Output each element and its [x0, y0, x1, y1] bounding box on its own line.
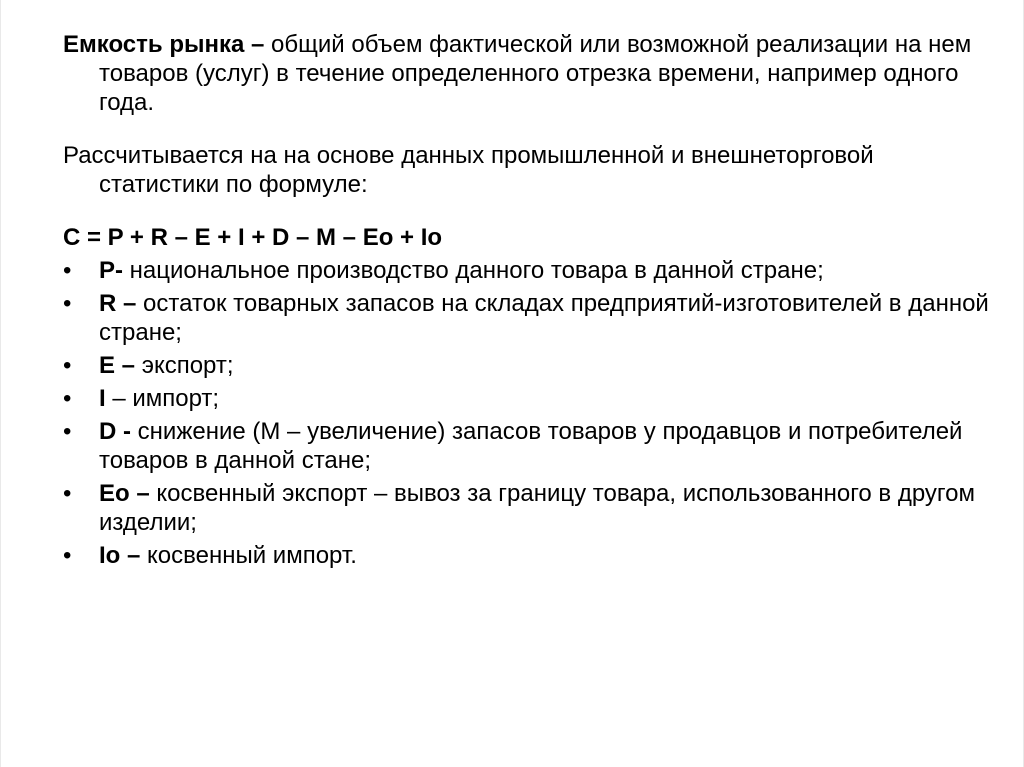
list-item-term: Eo – [99, 480, 150, 507]
bullet-icon: • [63, 418, 72, 445]
definition-text: общий объем фактической или возможной реализации на нем товаров (услуг) в течение определенного отрезка времени, например одного года. [99, 31, 972, 116]
list-item-text: – импорт; [105, 385, 220, 412]
bullet-icon: • [63, 542, 72, 569]
market-capacity-formula: С = P + R – E + I + D – M – Eo + Io [63, 224, 443, 251]
list-item-e [63, 351, 993, 380]
definition-term: Емкость рынка – [63, 31, 265, 58]
list-item-term: R – [99, 290, 137, 317]
formula-terms-list [63, 256, 993, 570]
list-item-text: косвенный импорт. [140, 542, 357, 569]
list-item-term: I [99, 385, 106, 412]
bullet-icon: • [63, 257, 72, 284]
list-item-text: снижение (M – увеличение) запасов товаров у продавцов и потребителей товаров в данной стане; [99, 418, 963, 474]
list-item-term: P- [99, 257, 123, 284]
list-item-p [63, 256, 993, 285]
bullet-icon: • [63, 352, 72, 379]
list-item-i [63, 384, 993, 413]
list-item-text: косвенный экспорт – вывоз за границу товара, использованного в другом изделии; [99, 480, 976, 536]
list-item-text: экспорт; [135, 352, 234, 379]
list-item-term: E – [99, 352, 136, 379]
bullet-icon: • [63, 385, 72, 412]
list-item-text: национальное производство данного товара в данной стране; [123, 257, 824, 284]
list-item-io [63, 541, 993, 570]
list-item-term: Io – [99, 542, 141, 569]
calculation-paragraph: Рассчитывается на на основе данных промышленной и внешнеторговой статистики по формуле: [63, 142, 874, 198]
slide-content [63, 30, 993, 574]
list-item-d [63, 417, 993, 475]
list-item-term: D - [99, 418, 131, 445]
bullet-icon: • [63, 290, 72, 317]
definition-paragraph [63, 30, 993, 117]
bullet-icon: • [63, 480, 72, 507]
list-item-eo [63, 479, 993, 537]
list-item-r [63, 289, 993, 347]
list-item-text: остаток товарных запасов на складах предприятий-изготовителей в данной стране; [99, 290, 989, 346]
